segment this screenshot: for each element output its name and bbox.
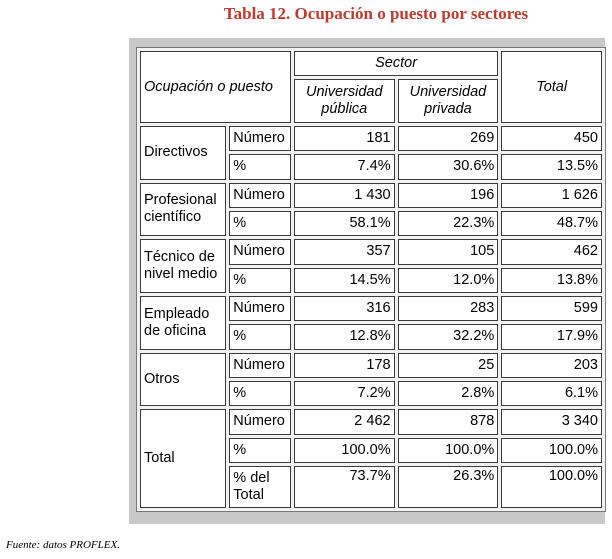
table-row (140, 126, 602, 151)
cell-value: 357 (294, 239, 395, 264)
header-universidad-privada: Universidad privada (398, 79, 499, 123)
sub-label: Número (229, 353, 291, 378)
cell-value: 48.7% (501, 211, 602, 236)
header-occupation: Ocupación o puesto (140, 51, 291, 123)
cell-value: 105 (398, 239, 499, 264)
table-row (140, 239, 602, 264)
cell-value: 7.4% (294, 154, 395, 179)
category-total: Total (140, 409, 226, 508)
cell-value: 878 (398, 409, 499, 434)
sub-label: % del Total (229, 466, 291, 508)
sub-label: Número (229, 409, 291, 434)
sub-label: % (229, 154, 291, 179)
cell-value: 1 626 (501, 183, 602, 208)
header-total: Total (501, 51, 602, 123)
header-universidad-publica: Universidad pública (294, 79, 395, 123)
data-table (136, 47, 606, 512)
sub-label: % (229, 268, 291, 293)
cell-value: 316 (294, 296, 395, 321)
table-title: Tabla 12. Ocupación o puesto por sectores (223, 4, 529, 23)
cell-value: 181 (294, 126, 395, 151)
category-otros: Otros (140, 353, 226, 407)
category-empleado-oficina: Empleado de oficina (140, 296, 226, 350)
cell-value: 17.9% (501, 324, 602, 349)
cell-value: 100.0% (294, 438, 395, 463)
table-row (140, 183, 602, 208)
category-tecnico-nivel-medio: Técnico de nivel medio (140, 239, 226, 293)
cell-value: 599 (501, 296, 602, 321)
sub-label: Número (229, 126, 291, 151)
cell-value: 14.5% (294, 268, 395, 293)
cell-value: 203 (501, 353, 602, 378)
cell-value: 7.2% (294, 381, 395, 406)
category-directivos: Directivos (140, 126, 226, 180)
cell-value: 6.1% (501, 381, 602, 406)
table-row (140, 409, 602, 434)
cell-value: 58.1% (294, 211, 395, 236)
cell-value: 30.6% (398, 154, 499, 179)
cell-value: 3 340 (501, 409, 602, 434)
sub-label: % (229, 211, 291, 236)
cell-value: 32.2% (398, 324, 499, 349)
cell-value: 2 462 (294, 409, 395, 434)
cell-value: 73.7% (294, 466, 395, 508)
cell-value: 283 (398, 296, 499, 321)
cell-value: 13.8% (501, 268, 602, 293)
cell-value: 26.3% (398, 466, 499, 508)
sub-label: % (229, 324, 291, 349)
cell-value: 13.5% (501, 154, 602, 179)
cell-value: 269 (398, 126, 499, 151)
cell-value: 12.0% (398, 268, 499, 293)
cell-value: 462 (501, 239, 602, 264)
cell-value: 450 (501, 126, 602, 151)
cell-value: 2.8% (398, 381, 499, 406)
sub-label: Número (229, 239, 291, 264)
table-row (140, 296, 602, 321)
sub-label: % (229, 438, 291, 463)
cell-value: 25 (398, 353, 499, 378)
cell-value: 196 (398, 183, 499, 208)
header-sector: Sector (294, 51, 498, 76)
cell-value: 1 430 (294, 183, 395, 208)
sub-label: % (229, 381, 291, 406)
source-note: Fuente: datos PROFLEX. (6, 539, 120, 551)
cell-value: 100.0% (501, 438, 602, 463)
cell-value: 178 (294, 353, 395, 378)
cell-value: 22.3% (398, 211, 499, 236)
table-row (140, 353, 602, 378)
sub-label: Número (229, 183, 291, 208)
cell-value: 12.8% (294, 324, 395, 349)
cell-value: 100.0% (501, 466, 602, 508)
category-profesional-cientifico: Profesional científico (140, 183, 226, 237)
cell-value: 100.0% (398, 438, 499, 463)
sub-label: Número (229, 296, 291, 321)
